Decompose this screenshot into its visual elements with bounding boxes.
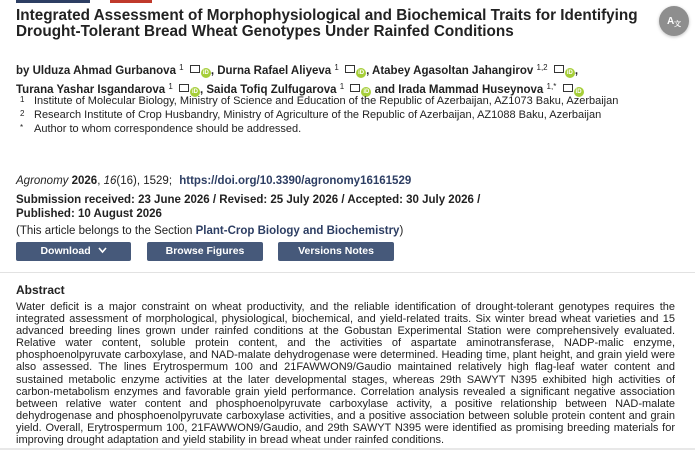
article-title: Integrated Assessment of Morphophysiological and Biochemical Traits for Identifying Drought-Tolerant Bread Wheat Genotypes Under Rainfed Conditions [16,7,638,40]
author-name[interactable]: Turana Yashar Isgandarova [16,84,166,96]
mail-icon[interactable] [563,84,573,92]
author-affil-sup: 1 [339,82,345,91]
affiliation-item [20,123,680,136]
citation-line: Agronomy 2026, 16(16), 1529; https://doi.org/10.3390/agronomy16161529 [16,175,412,187]
author-name[interactable]: Ulduza Ahmad Gurbanova [32,65,176,77]
citation-year: 2026 [71,175,98,187]
svg-text:文: 文 [674,20,681,28]
citation-issue-pages: (16), 1529; [116,175,173,187]
orcid-icon[interactable]: iD [363,89,370,95]
affiliation-text: Author to whom correspondence should be addressed. [34,123,302,135]
publication-dates [16,193,576,221]
translate-button[interactable] [659,6,689,36]
by-label: by [16,65,30,77]
tab-indicator-active [16,0,90,3]
author-name[interactable]: Atabey Agasoltan Jahangirov [372,65,534,77]
section-note-suffix: ) [399,225,404,237]
author-affil-sup: 1 [334,63,339,72]
orcid-icon[interactable]: iD [358,70,365,76]
section-note-prefix: (This article belongs to the Section [16,225,196,237]
browse-figures-button[interactable]: Browse Figures [147,242,263,261]
svg-text:A: A [667,15,675,27]
translate-icon [666,12,682,31]
author-name[interactable]: Durna Rafael Aliyeva [217,65,332,77]
orcid-icon[interactable]: iD [202,70,209,76]
tab-indicator-red [110,0,152,3]
author-affil-sup: 1,2 [536,63,548,72]
affiliation-item [20,95,680,108]
mail-icon[interactable] [350,84,360,92]
affiliation-number: 2 [20,109,25,118]
doi-link[interactable]: https://doi.org/10.3390/agronomy16161529 [179,175,412,187]
author-affil-sup: 1 [179,63,184,72]
and-label: and [374,84,396,96]
orcid-icon[interactable]: iD [566,70,573,76]
affiliation-item [20,109,680,122]
affiliation-number: 1 [20,95,25,104]
section-link[interactable]: Plant-Crop Biology and Biochemistry [195,225,400,237]
author-list: by Ulduza Ahmad Gurbanova $^1$ iD , Durna Rafael Aliyeva $^1$ iD , Atabey Agasoltan Jahangirov $^{1,2}$ iD , Turana Yashar Isgandarova $^1$ iD , Saida Tofiq Zulfugarova $^1$ iD and Irada Mammad Huseynova $^{1,*}$ iD [16,63,582,96]
chevron-down-icon [94,245,107,257]
header-tab-indicators [16,0,156,3]
affiliations [20,95,680,137]
author-affil-sup: 1,* [546,82,557,91]
author-affil-sup: 1 [168,82,173,91]
orcid-icon[interactable]: iD [575,89,582,95]
mail-icon[interactable] [190,65,200,73]
mail-icon[interactable] [345,65,355,73]
author-name[interactable]: Saida Tofiq Zulfugarova [206,84,337,96]
versions-notes-button[interactable]: Versions Notes [278,242,394,261]
orcid-icon[interactable]: iD [192,89,198,95]
mail-icon[interactable] [179,84,189,92]
mail-icon[interactable] [554,65,564,73]
journal-name: Agronomy [16,175,69,187]
author-name[interactable]: Irada Mammad Huseynova [398,84,544,96]
download-label: Download [40,245,91,257]
affiliation-number: * [20,123,24,132]
affiliation-text: Research Institute of Crop Husbandry, Ministry of Agriculture of the Republic of Azerbaijan, AZ1088 Baku, Azerbaijan [34,109,602,121]
section-divider [0,272,695,273]
citation-volume: 16 [103,175,117,187]
published-date: Published: 10 August 2026 [16,208,162,220]
abstract-text: Water deficit is a major constraint on wheat productivity, and the reliable identification of drought-tolerant genotypes requires the integrated assessment of morphological, physiological, biochemical, and yield-related traits. Six winter bread wheat varieties and 15 advanced breeding lines grown under rainfed conditions at the Gobustan Experimental Station were comprehensively evaluated. Relative water content, soluble protein content, and the activities of aspartate aminotransferase, NADP-malic enzyme, phosphoenolpyruvate carboxylase, and NAD-malate dehydrogenase were determined. Heading time, plant height, and grain yield were also assessed. The lines Erytrospermum 100 and 21FAWWON9/Gaudio maintained relatively high flag-leaf water content and sustained metabolic enzyme activities at the later developmental stages, whereas 29th SAWYT N395 exhibited high activities of carbon-metabolism enzymes and favorable grain yield performance. Correlation analysis revealed a significant negative association between relative water content and phosphoenolpyruvate carboxylase activity, a positive relationship between NAD-malate dehydrogenase and phosphoenolpyruvate carboxylase activities, and a positive association between soluble protein content and grain yield. Overall, Erytrospermum 100, 21FAWWON9/Gaudio, and 29th SAWYT N395 were identified as promising breeding materials for improving drought adaptation and yield stability in bread wheat under rainfed conditions. [16,301,675,447]
received-dates: Submission received: 23 June 2026 / Revised: 25 July 2026 / Accepted: 30 July 2026 / [16,194,481,206]
section-note [16,224,403,238]
affiliation-text: Institute of Molecular Biology, Ministry of Science and Education of the Republic of Azerbaijan, AZ1073 Baku, Azerbaijan [34,95,619,107]
download-button[interactable] [16,242,131,261]
abstract-heading: Abstract [16,283,65,297]
